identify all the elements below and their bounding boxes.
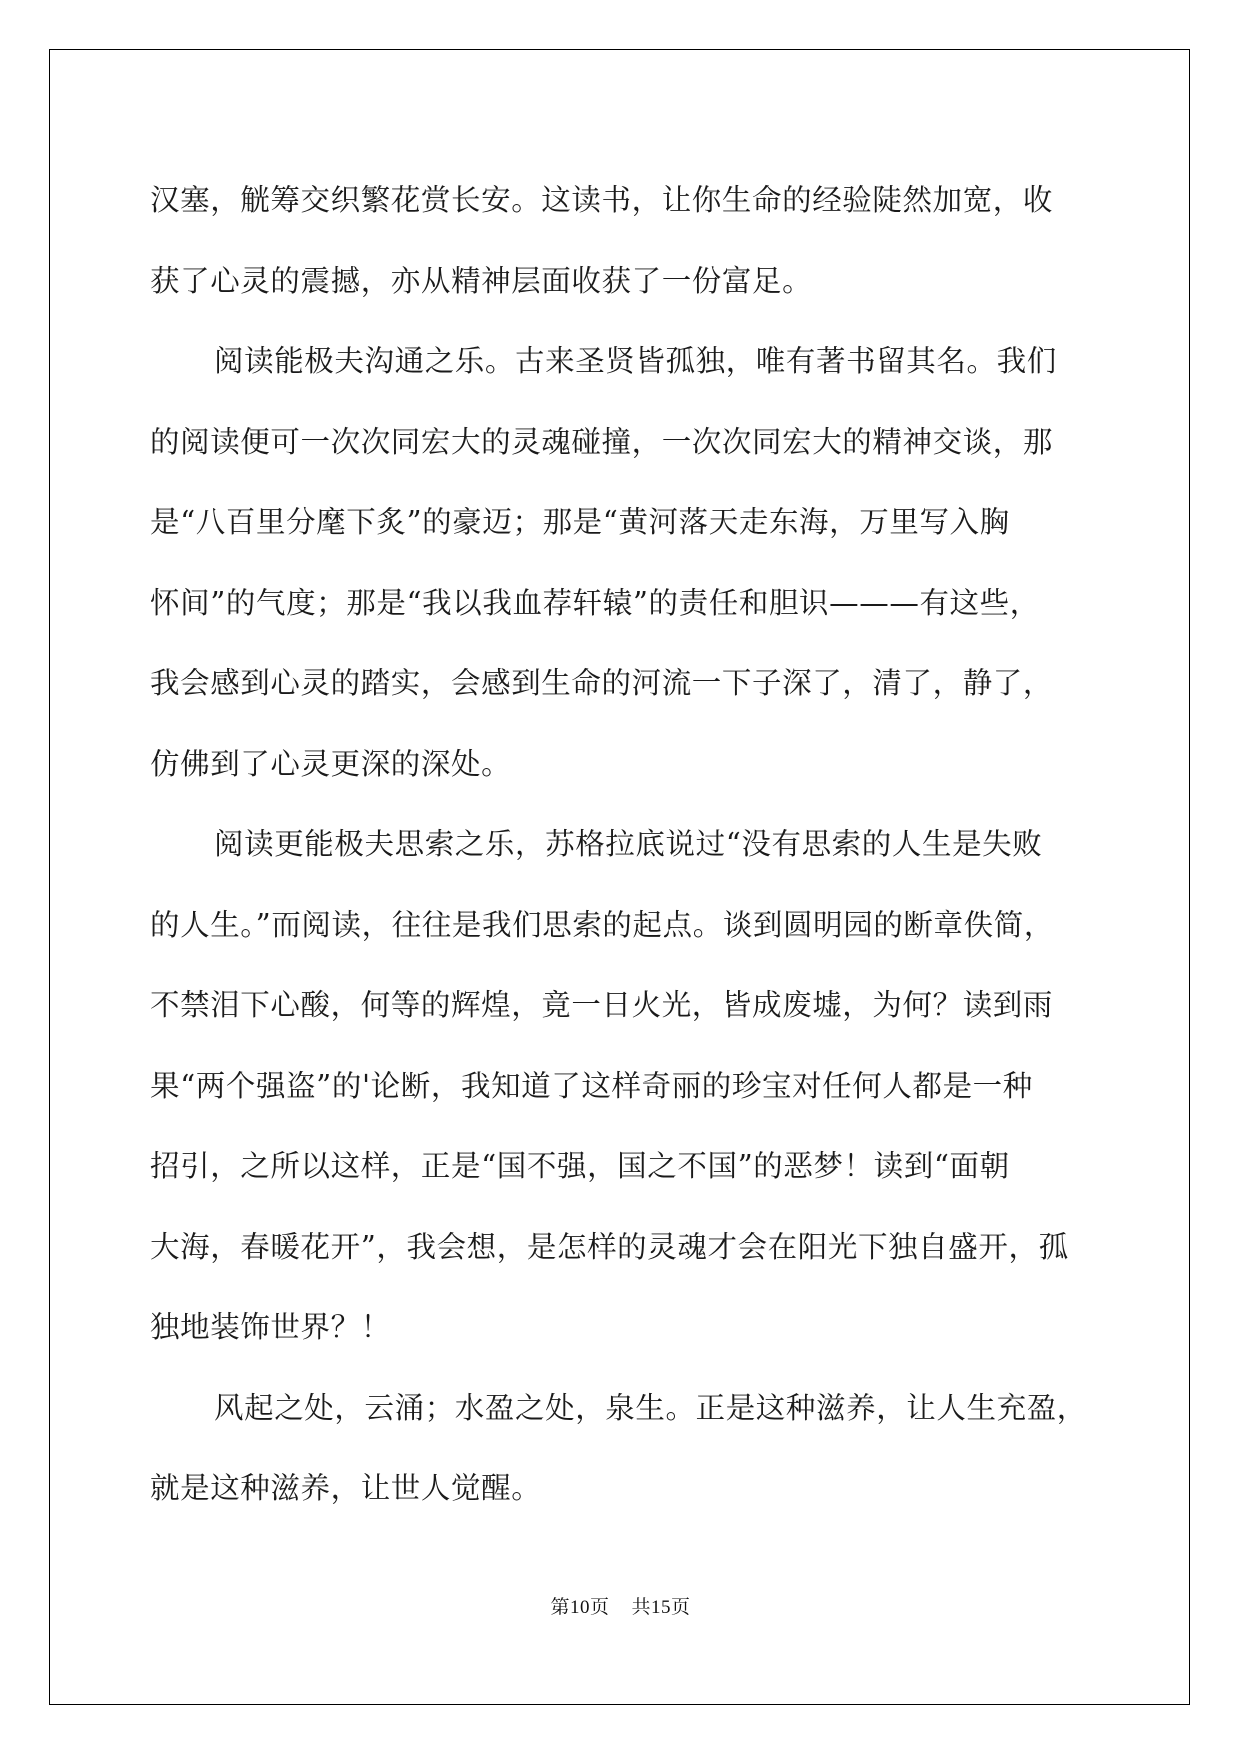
text-line: 是“八百里分麾下炙”的豪迈；那是“黄河落天走东海，万里写入胸 xyxy=(150,505,1010,539)
text-line: 的人生。”而阅读，往往是我们思索的起点。谈到圆明园的断章佚简， xyxy=(150,907,1054,942)
paragraph-first-line: 阅读能极夫沟通之乐。古来圣贤皆孤独，唯有著书留其名。我们 xyxy=(214,344,1057,378)
text-line: 不禁泪下心酸，何等的辉煌，竟一日火光，皆成废墟，为何？读到雨 xyxy=(150,988,1054,1022)
paragraph-first-line: 风起之处，云涌；水盈之处，泉生。正是这种滋养，让人生充盈， xyxy=(214,1390,1087,1425)
text-line: 汉塞，觥筹交织繁花赏长安。这读书，让你生命的经验陡然加宽，收 xyxy=(150,183,1054,217)
text-line: 就是这种滋养，让世人觉醒。 xyxy=(150,1471,542,1505)
text-line: 果“两个强盗”的'论断，我知道了这样奇丽的珍宝对任何人都是一种 xyxy=(150,1068,1033,1103)
text-line: 招引，之所以这样，正是“国不强，国之不国”的恶梦！读到“面朝 xyxy=(150,1149,1010,1183)
text-line: 怀间”的气度；那是“我以我血荐轩辕”的责任和胆识———有这些， xyxy=(150,585,1040,620)
text-line: 仿佛到了心灵更深的深处。 xyxy=(150,746,512,781)
page-number: 第10页 xyxy=(550,1597,610,1618)
page-footer xyxy=(0,1592,1241,1619)
text-line: 独地装饰世界？！ xyxy=(150,1310,391,1344)
document-body xyxy=(150,160,1090,1529)
text-line: 我会感到心灵的踏实，会感到生命的河流一下子深了，清了，静了， xyxy=(150,666,1054,700)
page-total: 共15页 xyxy=(631,1597,691,1618)
paragraph-first-line: 阅读更能极夫思索之乐，苏格拉底说过“没有思索的人生是失败 xyxy=(214,827,1043,861)
text-line: 获了心灵的震撼，亦从精神层面收获了一份富足。 xyxy=(150,263,813,298)
text-line: 大海，春暖花开”，我会想，是怎样的灵魂才会在阳光下独自盛开，孤 xyxy=(150,1229,1069,1264)
text-line: 的阅读便可一次次同宏大的灵魂碰撞，一次次同宏大的精神交谈，那 xyxy=(150,424,1054,459)
